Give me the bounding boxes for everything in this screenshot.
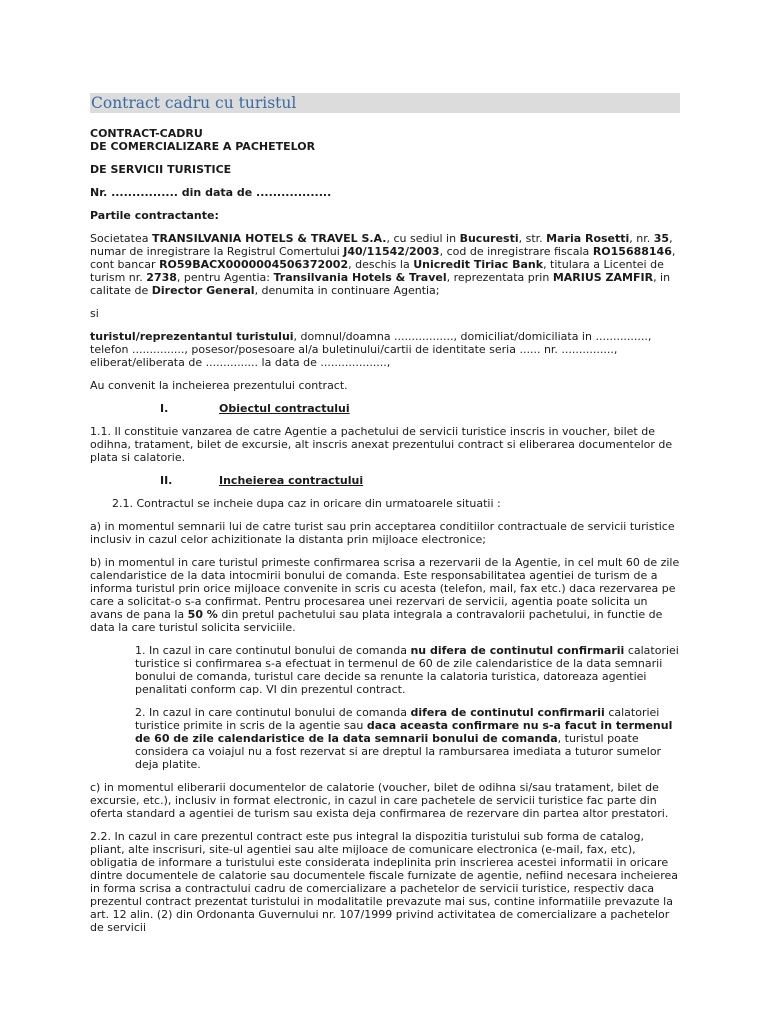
section-title: Obiectul contractului — [219, 402, 350, 415]
parties-heading: Partile contractante: — [90, 209, 219, 222]
agency-representative: MARIUS ZAMFIR — [552, 271, 654, 284]
agreement-sentence: Au convenit la incheierea prezentului contract. — [90, 379, 348, 392]
clause-2-1-c: c) in momentul eliberarii documentelor de calatorie (voucher, bilet de odihna si/sau tratament, bilet de excursie, etc.), inclusiv in format electronic, in cazul in care pachetele de servicii turistice fac parte din oferta standard a agentiei de turism sau exista deja confirmarea de rezervare din partea altor prestatori. — [90, 781, 669, 820]
agency-license: 2738 — [146, 271, 177, 284]
text-run: , turistul poate considera ca voiajul nu a fost rezervat si are dreptul la rambursarea imediata a tuturor sumelor deja platite. — [135, 732, 662, 771]
emphasis: nu difera de continutul confirmarii — [410, 644, 625, 657]
clause-2-2: 2.2. In cazul in care prezentul contract este pus integral la dispozitia turistului sub forma de catalog, pliant, alte inscrisuri, site-ul agentiei sau alte mijloace de comunicare electronica (e-mail, fax, etc), obligatia de informare a turistului este considerata indeplinita prin inscrierea acestei informatii in oricare dintre documentele de calatorie sau documentele fiscale furnizate de agentie, nefiind necesara incheierea in forma scrisa a contractului cadru de comercializare a pachetelor de servicii turistice, respectiv daca prezentul contract prezentat turistului in modalitatile prevazute mai sus, contine informatiile prevazute la art. 12 alin. (2) din Ordonanta Guvernului nr. 107/1999 privind activitatea de comercializare a pachetelor de servicii — [90, 830, 678, 934]
agency-company-name: TRANSILVANIA HOTELS & TRAVEL S.A. — [151, 232, 387, 245]
tourist-label: turistul/reprezentantul turistului — [90, 330, 294, 343]
text-run: , cod de inregistrare fiscala — [439, 245, 593, 258]
clause-2-1-a: a) in momentul semnarii lui de catre turist sau prin acceptarea conditiilor contractuale de servicii turistice inclusiv in cazul celor achizitionate la distanta prin mijloace electronice; — [90, 520, 675, 546]
and-separator: si — [90, 307, 99, 320]
text-run: , deschis la — [348, 258, 414, 271]
text-run: , titulara a Licentei de turism nr. — [90, 258, 664, 284]
text-run: din pretul pachetului sau plata integrala a contravalorii pachetului, in functie de data la care turistul solicita serviciile. — [90, 608, 663, 634]
text-run: Societatea — [90, 232, 152, 245]
list-item — [135, 706, 680, 771]
agency-bank-account: RO59BACX0000004506372002 — [159, 258, 349, 271]
text-run: , pentru Agentia: — [176, 271, 274, 284]
list-item — [135, 644, 680, 696]
numbered-list — [90, 644, 680, 771]
agency-bank: Unicredit Tiriac Bank — [413, 258, 544, 271]
agency-paragraph — [90, 232, 680, 297]
section-number: II. — [160, 474, 173, 487]
text-run: b) in momentul in care turistul primeste confirmarea scrisa a rezervarii de la Agentie, in cel mult 60 de zile calendaristice de la data intocmirii bonului de comanda. Este responsabilitatea agentiei de turism de a informa turistul prin orice mijloace convenite in scris cu acesta (telefon, mail, fax etc.) daca rezervarea pe care a solicitat-o s-a confirmat. Pentru procesarea unei rezervari de servicii, agentia poate solicita un avans de pana la — [90, 556, 680, 621]
text-run: 1. In cazul in care continutul bonului de comanda — [135, 644, 411, 657]
agency-name: Transilvania Hotels & Travel — [273, 271, 447, 284]
agency-representative-role: Director General — [151, 284, 255, 297]
emphasis: difera de continutul confirmarii — [410, 706, 605, 719]
text-run: 2. In cazul in care continutul bonului de comanda — [135, 706, 411, 719]
contract-number-line: Nr. ................ din data de .................. — [90, 186, 332, 199]
clause-2-1-b — [90, 556, 680, 634]
text-run: , in calitate de — [90, 271, 671, 297]
text-run: calatoriei turistice si confirmarea s-a efectuat in termenul de 60 de zile calendaristice de la data semnarii bonului de comanda, turistul care decide sa renunte la calatoria turistica, datoreaza agentiei penalitati conform cap. VI din prezentul contract. — [135, 644, 679, 696]
text-run: , domnul/doamna ................., domiciliat/domiciliata in ..............., telefon ..............., posesor/posesoare al/a buletinului/cartii de identitate seria ...... nr. ..............., eliberat/eliberata de ............... la data de ..................., — [90, 330, 652, 369]
contract-heading-line2: DE COMERCIALIZARE A PACHETELOR — [90, 140, 316, 153]
document-title: Contract cadru cu turistul — [90, 93, 680, 113]
text-run: , nr. — [629, 232, 654, 245]
contract-heading-line1: CONTRACT-CADRU — [90, 127, 203, 140]
agency-city: Bucuresti — [459, 232, 519, 245]
clause-2-1: 2.1. Contractul se incheie dupa caz in oricare din urmatoarele situatii : — [112, 497, 501, 510]
document-page — [90, 93, 680, 944]
text-run: , cu sediul in — [386, 232, 460, 245]
clause-1-1: 1.1. Il constituie vanzarea de catre Agentie a pachetului de servicii turistice inscris in voucher, bilet de odihna, tratament, bilet de excursie, alt inscris anexat prezentului contract si eliberarea documentelor de plata si calatorie. — [90, 425, 673, 464]
text-run: , str. — [518, 232, 547, 245]
agency-street-number: 35 — [653, 232, 670, 245]
emphasis: daca aceasta confirmare nu s-a facut in termenul de 60 de zile calendaristice de la data semnarii bonului de comanda — [135, 719, 673, 745]
advance-percentage: 50 % — [187, 608, 218, 621]
text-run: , numar de inregistrare la Registrul Comertului — [90, 232, 673, 258]
contract-heading-line3: DE SERVICII TURISTICE — [90, 163, 232, 176]
text-run: calatoriei turistice primite in scris de la agentie sau — [135, 706, 660, 732]
text-run: , reprezentata prin — [446, 271, 553, 284]
section-heading-2 — [90, 474, 680, 487]
text-run: , denumita in continuare Agentia; — [254, 284, 440, 297]
section-title: Incheierea contractului — [219, 474, 364, 487]
section-heading-1 — [90, 402, 680, 415]
agency-street: Maria Rosetti — [546, 232, 630, 245]
agency-fiscal-code: RO15688146 — [592, 245, 672, 258]
text-run: , cont bancar — [90, 245, 676, 271]
tourist-paragraph — [90, 330, 680, 369]
agency-registration: J40/11542/2003 — [343, 245, 440, 258]
section-number: I. — [160, 402, 169, 415]
